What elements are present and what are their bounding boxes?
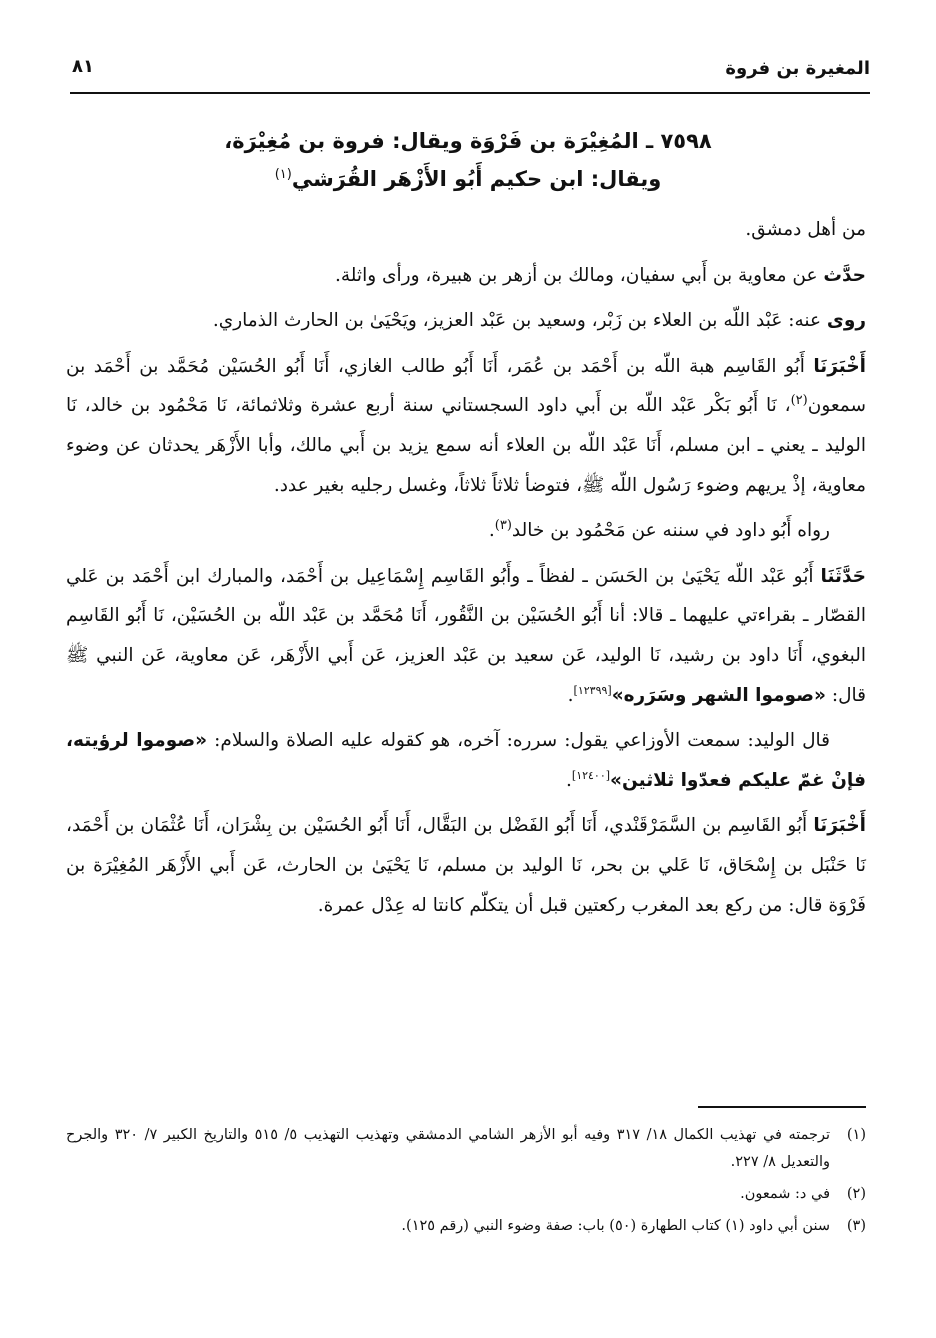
awzai-text: قال الوليد: سمعت الأوزاعي يقول: سرره: آخره، هو كقوله عليه الصلاة والسلام: [207, 730, 830, 752]
riwaya-end: . [488, 520, 495, 542]
keyword-haddathana: حَدَّثَنَا [820, 565, 866, 587]
narrated-from-text: عن معاوية بن أَبي سفيان، ومالك بن أزهر بن هبيرة، ورأى واثلة. [335, 264, 824, 286]
keyword-rawa: روى [826, 310, 866, 332]
paragraph-narrators [66, 301, 866, 341]
keyword-akhbarana: أَخْبَرَنَا [813, 355, 866, 377]
keyword-haddath: حدَّث [823, 264, 866, 286]
hadith-number-1: [١٢٣٩٩] [573, 683, 612, 697]
isnad-2-text: أَبُو عَبْد اللّه يَحْيَىٰ بن الحَسَن ـ لفظاً ـ وأَبُو القَاسِم إِسْمَاعِيل بن أَحْمَد، والمبارك ابن أَحْمَد بن عَلي القصّار ـ بقراءتي عليهما ـ قالا: أنا أَبُو الحُسَيْن بن النَّقُور، أَنَا مُحَمَّد بن عَبْد اللّه بن الحُسَيْن، نَا أَبُو القَاسِم البغوي، أَنَا داود بن رشيد، نَا الوليد، عَن سعيد بن عَبْد العزيز، عَن أَبي الأَزْهَر، عَن معاوية، عَن النبي ﷺ قال: [66, 565, 866, 706]
footnote-3 [66, 1213, 866, 1240]
isnad-2-end: . [567, 684, 574, 706]
riwaya-text: رواه أَبُو داود في سننه عن مَحْمُود بن خالد [511, 520, 830, 542]
entry-title-line-1: ٧٥٩٨ ـ المُغِيْرَة بن فَرْوَة ويقال: فروة بن مُغِيْرَة، [224, 129, 712, 153]
entry-title-line-2-text: ويقال: ابن حكيم أَبُو الأَزْهَر القُرَشي [291, 167, 662, 191]
footnote-3-text: سنن أبي داود (١) كتاب الطهارة (٥٠) باب: صفة وضوء النبي (رقم ١٢٥). [401, 1218, 830, 1234]
paragraph-isnad-1 [66, 347, 866, 505]
paragraph-origin [66, 210, 866, 250]
hadith-number-2: [١٢٤٠٠] [571, 768, 611, 782]
keyword-akhbarana-2: أَخْبَرَنَا [813, 815, 866, 837]
narrators-text: عنه: عَبْد اللّه بن العلاء بن زَبْر، وسعيد بن عَبْد العزيز، ويَحْيَىٰ بن الحارث الذماري. [212, 310, 827, 332]
footnote-ref-3[interactable]: (٣) [494, 518, 512, 533]
footnote-ref-1[interactable]: (١) [274, 167, 292, 182]
footnote-2 [66, 1181, 866, 1208]
footnote-2-marker: (٢) [846, 1186, 866, 1202]
paragraph-narrated-from [66, 256, 866, 296]
paragraph-isnad-3 [66, 806, 866, 925]
hadith-text-1: «صوموا الشهر وسَرَره» [611, 684, 826, 706]
entry-title [80, 122, 856, 198]
footnote-1-marker: (١) [846, 1127, 866, 1143]
isnad-1-text-b: ، نَا أَبُو بَكْر عَبْد اللّه بن أَبي داود السجستاني سنة أربع عشرة وثلاثمائة، نَا مَحْمُود بن خالد، نَا الوليد ـ يعني ـ ابن مسلم، أَنَا عَبْد اللّه بن العلاء أنه سمع يزيد بن أَبي مالك، وأبا الأَزْهَر يحدثان عن وضوء معاوية، إذْ يريهم وضوء رَسُول اللّه ﷺ، فتوضأ ثلاثاً ثلاثاً، وغسل رجليه بغير عدد. [66, 395, 866, 496]
footnotes [66, 1122, 866, 1245]
paragraph-isnad-2 [66, 557, 866, 715]
paragraph-riwaya [66, 511, 866, 551]
entry-title-line-2 [80, 160, 856, 198]
isnad-3-text: أَبُو القَاسِم بن السَّمَرْقَنْدي، أَنَا أَبُو الفَضْل بن البَقَّال، أَنَا أَبُو الحُسَيْن بن بِشْرَان، أَنَا عُثْمَان بن أَحْمَد، نَا حَنْبَل بن إِسْحَاق، نَا عَلي بن بحر، نَا الوليد بن مسلم، نَا يَحْيَىٰ بن الحارث، عَن أَبي الأَزْهَر المُغِيْرَة بن فَرْوَة قال: من ركع بعد المغرب ركعتين قبل أن يتكلّم كانتا له عِدْل عمرة. [66, 815, 866, 916]
footnote-ref-2[interactable]: (٢) [790, 393, 808, 409]
footnote-1-text: ترجمته في تهذيب الكمال ١٨/ ٣١٧ وفيه أبو الأزهر الشامي الدمشقي وتهذيب التهذيب ٥/ ٥١٥ والتاريخ الكبير ٧/ ٣٢٠ والجرح والتعديل ٨/ ٢٢٧. [66, 1127, 831, 1170]
origin-text: من أهل دمشق. [745, 219, 866, 240]
running-title: المغيرة بن فروة [725, 58, 870, 79]
paragraph-awzai [66, 721, 866, 800]
footnote-divider [698, 1106, 866, 1108]
footnote-3-marker: (٣) [846, 1218, 866, 1234]
footnote-1 [66, 1122, 866, 1176]
footnote-2-text: في د: شمعون. [740, 1186, 830, 1202]
awzai-end: . [566, 769, 572, 791]
running-header [70, 52, 870, 94]
hadith-text-2: «صوموا لرؤيته، فإنْ غمّ عليكم فعدّوا ثلاثين» [66, 730, 866, 791]
body-text [66, 210, 866, 931]
isnad-1-text-a: أَبُو القَاسِم هبة اللّه بن أَحْمَد بن عُمَر، أَنَا أَبُو طالب الغازي، أَنَا أَبُو الحُسَيْن مُحَمَّد بن أَحْمَد بن سمعون [66, 355, 866, 417]
page-number: ٨١ [72, 56, 94, 77]
